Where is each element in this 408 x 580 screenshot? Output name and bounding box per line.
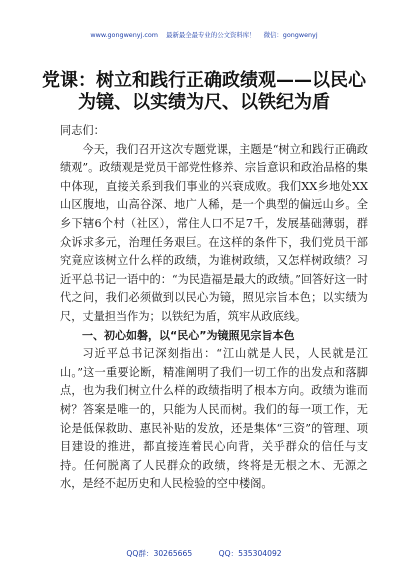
header-tagline: 最新最全最专业的公文资料库！ [166, 31, 256, 39]
website-link[interactable]: www.gongwenyj.com [90, 31, 159, 39]
page-header [0, 30, 408, 39]
paragraph-section-1: 习近平总书记深刻指出：“江山就是人民，人民就是江山。”这一重要论断，精准阐明了我们一切工作的出发点和落脚点，也为我们树立什么样的政绩指明了根本方向。政绩为谁而树？答案是唯一的，只能为人民而树。我们的每一项工作，无论是低保救助、惠民补贴的发放，还是集体“三资”的管理、项目建设的推进，都直接连着民心向背，关乎群众的信任与支持。任何脱离了人民群众的政绩，终将是无根之木、无源之水，是经不起历史和人民检验的空中楼阁。 [60, 347, 368, 491]
title-line-1: 党课：树立和践行正确政绩观——以民心 [42, 70, 366, 91]
paragraph-intro: 今天，我们召开这次专题党课，主题是“树立和践行正确政绩观”。政绩观是党员干部党性修养、宗旨意识和政治品格的集中体现，直接关系到我们事业的兴衰成败。我们XX乡地处XX山区腹地，山高谷深、地广人稀，是一个典型的偏远山乡。全乡下辖6个村（社区），常住人口不足7千，发展基础薄弱，群众诉求多元，治理任务艰巨。在这样的条件下，我们党员干部究竟应该树立什么样的政绩，为谁树政绩，又怎样树政绩？习近平总书记一语中的：“为民造福是最大的政绩。”回答好这一时代之问，我们必须做到以民心为镜，照见宗旨本色；以实绩为尺，丈量担当作为；以铁纪为盾，筑牢从政底线。 [60, 142, 368, 323]
section-heading-1: 一、初心如磐，以“民心”为镜照见宗旨本色 [82, 328, 295, 342]
footer-qq-group: QQ群：30265665 [126, 549, 193, 558]
header-wechat: 微信：gongwenyj [263, 31, 318, 39]
title-line-2: 为镜、以实绩为尺、以铁纪为盾 [78, 92, 330, 113]
document-title [0, 70, 408, 114]
footer-qq: QQ：535304092 [218, 549, 282, 558]
salutation: 同志们： [60, 124, 105, 137]
page-footer [0, 548, 408, 559]
document-body [60, 122, 368, 494]
